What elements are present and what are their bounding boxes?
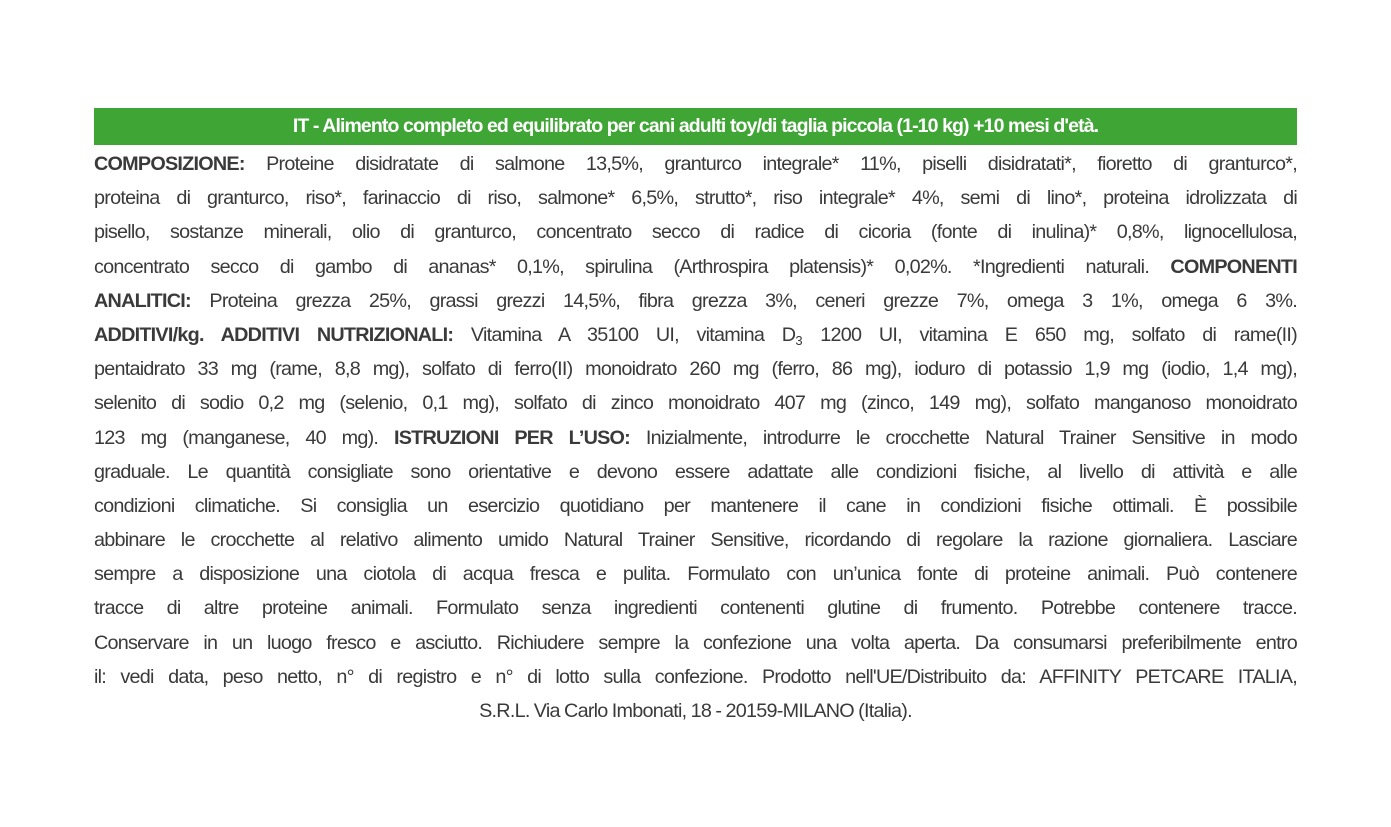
text-line-6 <box>94 318 1297 352</box>
text-line-12: abbinare le crocchette al relativo alimento umido Natural Trainer Sensitive, ricordando di regolare la razione giornaliera. Lasciare <box>94 529 1297 552</box>
text-line-7: pentaidrato 33 mg (rame, 8,8 mg), solfato di ferro(II) monoidrato 260 mg (ferro, 86 mg), ioduro di potassio 1,9 mg (iodio, 1,4 mg), <box>94 358 1297 381</box>
text-line-14: tracce di altre proteine animali. Formulato senza ingredienti contenenti glutine di frumento. Potrebbe contenere tracce. <box>94 597 1297 620</box>
istruzioni-heading: ISTRUZIONI PER L’USO: <box>393 426 631 449</box>
text-segment: 123 mg (manganese, 40 mg). <box>94 426 394 449</box>
text-line-17: S.R.L. Via Carlo Imbonati, 18 - 20159-MILANO (Italia). <box>479 700 912 722</box>
text-segment: Proteine disidratate di salmone 13,5%, granturco integrale* 11%, piselli disidratati*, fioretto di granturco*, <box>244 153 1297 175</box>
text-line-11: condizioni climatiche. Si consiglia un esercizio quotidiano per mantenere il cane in condizioni fisiche ottimali. È possibile <box>94 494 1297 517</box>
text-line-13: sempre a disposizione una ciotola di acqua fresca e pulita. Formulato con un’unica fonte di proteine animali. Può contenere <box>94 563 1297 586</box>
subscript: 3 <box>795 332 803 348</box>
text-segment: Vitamina A 35100 UI, vitamina D <box>453 323 796 346</box>
text-line-2: proteina di granturco, riso*, farinaccio di riso, salmone* 6,5%, strutto*, riso integrale* 4%, semi di lino*, proteina idrolizzata di <box>94 187 1297 210</box>
composizione-heading: COMPOSIZIONE: <box>94 153 245 175</box>
text-segment: 1200 UI, vitamina E 650 mg, solfato di rame(II) <box>802 323 1297 346</box>
additivi-heading: ADDITIVI/kg. ADDITIVI NUTRIZIONALI: <box>94 323 454 346</box>
text-segment: Inizialmente, introdurre le crocchette Natural Trainer Sensitive in modo <box>630 426 1297 449</box>
text-line-9 <box>94 421 1297 455</box>
text-line-10: graduale. Le quantità consigliate sono orientative e devono essere adattate alle condizioni fisiche, al livello di attività e alle <box>94 460 1297 483</box>
header-title: IT - Alimento completo ed equilibrato per cani adulti toy/di taglia piccola (1-10 kg) +10 mesi d'età. <box>292 115 1099 137</box>
componenti-heading: COMPONENTI <box>1170 255 1297 278</box>
text-line-16: il: vedi data, peso netto, n° di registro e n° di lotto sulla confezione. Prodotto nell'UE/Distribuito da: AFFINITY PETCARE ITALIA, <box>94 665 1297 688</box>
text-line-4 <box>94 250 1297 284</box>
analitici-heading: ANALITICI: <box>94 289 191 312</box>
language-header-bar <box>94 108 1297 145</box>
text-segment: Proteina grezza 25%, grassi grezzi 14,5%, fibra grezza 3%, ceneri grezze 7%, omega 3 1%, omega 6 3%. <box>190 289 1297 312</box>
text-line-15: Conservare in un luogo fresco e asciutto. Richiudere sempre la confezione una volta aperta. Da consumarsi preferibilmente entro <box>94 631 1297 654</box>
label-text-block <box>94 147 1297 728</box>
text-line-1 <box>94 147 1297 181</box>
text-line-8: selenito di sodio 0,2 mg (selenio, 0,1 mg), solfato di zinco monoidrato 407 mg (zinco, 149 mg), solfato manganoso monoidrato <box>94 392 1297 415</box>
text-line-5 <box>94 284 1297 318</box>
text-line-3: pisello, sostanze minerali, olio di granturco, concentrato secco di radice di cicoria (fonte di inulina)* 0,8%, lignocellulosa, <box>94 221 1297 244</box>
text-segment: concentrato secco di gambo di ananas* 0,1%, spirulina (Arthrospira platensis)* 0,02%. *Ingredienti naturali. <box>94 255 1171 278</box>
